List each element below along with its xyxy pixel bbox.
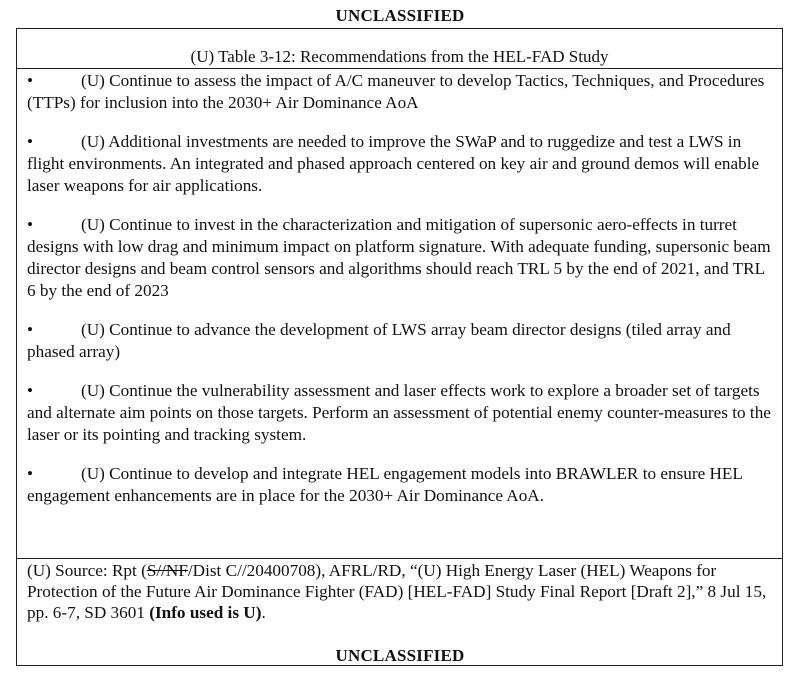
recommendation-text: (U) Additional investments are needed to improve the SWaP and to ruggedize and test a LWS in flight environments. An integrated and phased approach centered on key air and ground demos will enable laser weapons for air applications. bbox=[27, 132, 760, 195]
recommendation-item bbox=[27, 463, 774, 507]
bullet-icon: • bbox=[27, 464, 34, 483]
bullet-icon: • bbox=[27, 320, 34, 339]
recommendation-item bbox=[27, 214, 774, 302]
recommendation-item bbox=[27, 131, 774, 197]
source-body: /Dist C//20400708), AFRL/RD, “(U) High Energy Laser (HEL) Weapons for Protection of the Future Air Dominance Fighter (FAD) [HEL-FAD] Study Final Report [Draft 2],” 8 Jul 15, pp. 6-7, SD 3601 bbox=[27, 561, 767, 622]
classification-marking-top: UNCLASSIFIED bbox=[335, 6, 465, 25]
classification-marking-bottom: UNCLASSIFIED bbox=[335, 646, 465, 665]
source-citation bbox=[17, 560, 782, 623]
recommendation-item bbox=[27, 380, 774, 446]
recommendation-item bbox=[27, 70, 774, 114]
info-used-note: (Info used is U) bbox=[149, 603, 262, 622]
source-prefix: (U) Source: Rpt ( bbox=[27, 561, 147, 580]
struck-classification: S//NF bbox=[146, 561, 188, 580]
bullet-icon: • bbox=[27, 215, 34, 234]
recommendation-text: (U) Continue to develop and integrate HEL engagement models into BRAWLER to ensure HEL engagement enhancements are in place for the 2030+ Air Dominance AoA. bbox=[27, 464, 743, 505]
recommendation-text: (U) Continue to invest in the characterization and mitigation of supersonic aero-effects in turret designs with low drag and minimum impact on platform signature. With adequate funding, supersonic beam director designs and beam control sensors and algorithms should reach TRL 5 by the end of 2021, and TRL 6 by the end of 2023 bbox=[27, 215, 771, 300]
recommendation-text: (U) Continue the vulnerability assessment and laser effects work to explore a broader set of targets and alternate aim points on those targets. Perform an assessment of potential enemy counter-measures to the laser or its pointing and tracking system. bbox=[27, 381, 771, 444]
bullet-icon: • bbox=[27, 132, 34, 151]
bullet-icon: • bbox=[27, 71, 34, 90]
recommendation-text: (U) Continue to advance the development of LWS array beam director designs (tiled array and phased array) bbox=[27, 320, 731, 361]
recommendation-text: (U) Continue to assess the impact of A/C maneuver to develop Tactics, Techniques, and Procedures (TTPs) for inclusion into the 2030+ Air Dominance AoA bbox=[27, 71, 765, 112]
table-caption: (U) Table 3-12: Recommendations from the HEL-FAD Study bbox=[17, 45, 782, 69]
source-suffix: . bbox=[261, 603, 266, 622]
recommendations-table bbox=[16, 28, 783, 666]
recommendation-item bbox=[27, 319, 774, 363]
recommendations-list bbox=[17, 69, 782, 559]
bullet-icon: • bbox=[27, 381, 34, 400]
